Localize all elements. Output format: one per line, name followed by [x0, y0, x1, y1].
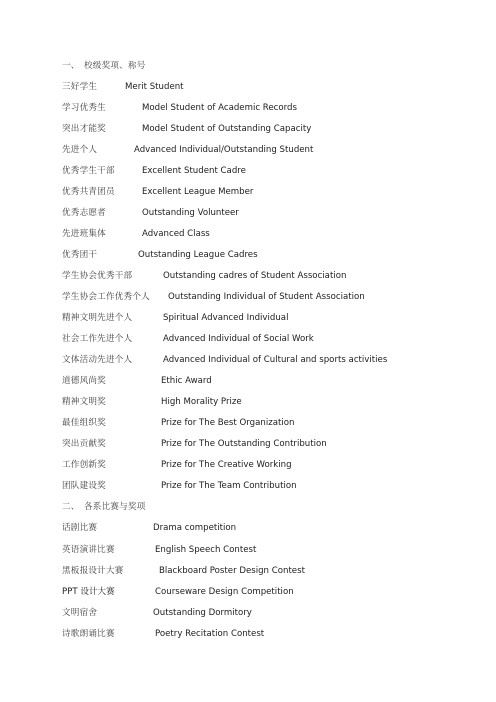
award-en: Model Student of Outstanding Capacity [142, 124, 312, 134]
award-en: Merit Student [125, 82, 184, 92]
contest-en: English Speech Contest [155, 545, 257, 555]
award-en: Prize for The Outstanding Contribution [161, 439, 327, 449]
award-cn: 精神文明先进个人 [62, 313, 133, 323]
section-number: 一、 [62, 61, 80, 71]
contest-en: Drama competition [153, 523, 237, 533]
contest-cn: 话剧比赛 [62, 523, 98, 533]
award-en: Model Student of Academic Records [142, 103, 297, 113]
award-cn: 学生协会工作优秀个人 [62, 292, 150, 302]
award-cn: 精神文明奖 [62, 397, 106, 407]
award-cn: 优秀学生干部 [62, 166, 115, 176]
contest-cn: 黑板报设计大赛 [62, 566, 124, 576]
award-en: High Morality Prize [161, 397, 242, 407]
award-en: Excellent Student Cadre [142, 166, 246, 176]
contest-en: Blackboard Poster Design Contest [159, 566, 305, 576]
section-number: 二、 [62, 502, 80, 512]
award-cn: 优秀志愿者 [62, 208, 106, 218]
contest-en: Poetry Recitation Contest [155, 629, 265, 639]
award-en: Excellent League Member [142, 187, 254, 197]
section-title: 校级奖项、称号 [84, 61, 146, 71]
award-cn: 突出贡献奖 [62, 439, 106, 449]
contest-cn: PPT 设计大赛 [62, 587, 115, 597]
award-en: Prize for The Creative Working [161, 460, 292, 470]
contest-cn: 英语演讲比赛 [62, 545, 115, 555]
contest-cn: 诗歌朗诵比赛 [62, 629, 115, 639]
award-cn: 先进个人 [62, 145, 98, 155]
award-en: Advanced Individual of Social Work [163, 334, 314, 344]
award-cn: 工作创新奖 [62, 460, 106, 470]
award-cn: 团队建设奖 [62, 481, 106, 491]
award-cn: 三好学生 [62, 82, 98, 92]
contest-en: Outstanding Dormitory [153, 608, 252, 618]
award-en: Advanced Individual of Cultural and sports activities [163, 355, 388, 365]
section-title: 各系比赛与奖项 [84, 502, 146, 512]
award-cn: 突出才能奖 [62, 124, 106, 134]
award-en: Outstanding League Cadres [138, 250, 258, 260]
award-en: Prize for The Best Organization [161, 418, 295, 428]
award-cn: 社会工作先进个人 [62, 334, 133, 344]
award-cn: 优秀共青团员 [62, 187, 115, 197]
award-cn: 先进班集体 [62, 229, 106, 239]
award-cn: 文体活动先进个人 [62, 355, 133, 365]
award-en: Prize for The Team Contribution [161, 481, 297, 491]
award-en: Spiritual Advanced Individual [163, 313, 289, 323]
award-en: Outstanding Individual of Student Association [168, 292, 365, 302]
contest-en: Courseware Design Competition [155, 587, 294, 597]
award-cn: 学生协会优秀干部 [62, 271, 133, 281]
award-en: Advanced Class [142, 229, 210, 239]
award-en: Outstanding cadres of Student Association [163, 271, 347, 281]
award-en: Advanced Individual/Outstanding Student [134, 145, 314, 155]
award-cn: 学习优秀生 [62, 103, 106, 113]
contest-cn: 文明宿舍 [62, 608, 98, 618]
award-en: Outstanding Volunteer [142, 208, 239, 218]
award-cn: 最佳组织奖 [62, 418, 106, 428]
award-cn: 道德风尚奖 [62, 376, 106, 386]
award-en: Ethic Award [161, 376, 212, 386]
award-cn: 优秀团干 [62, 250, 98, 260]
